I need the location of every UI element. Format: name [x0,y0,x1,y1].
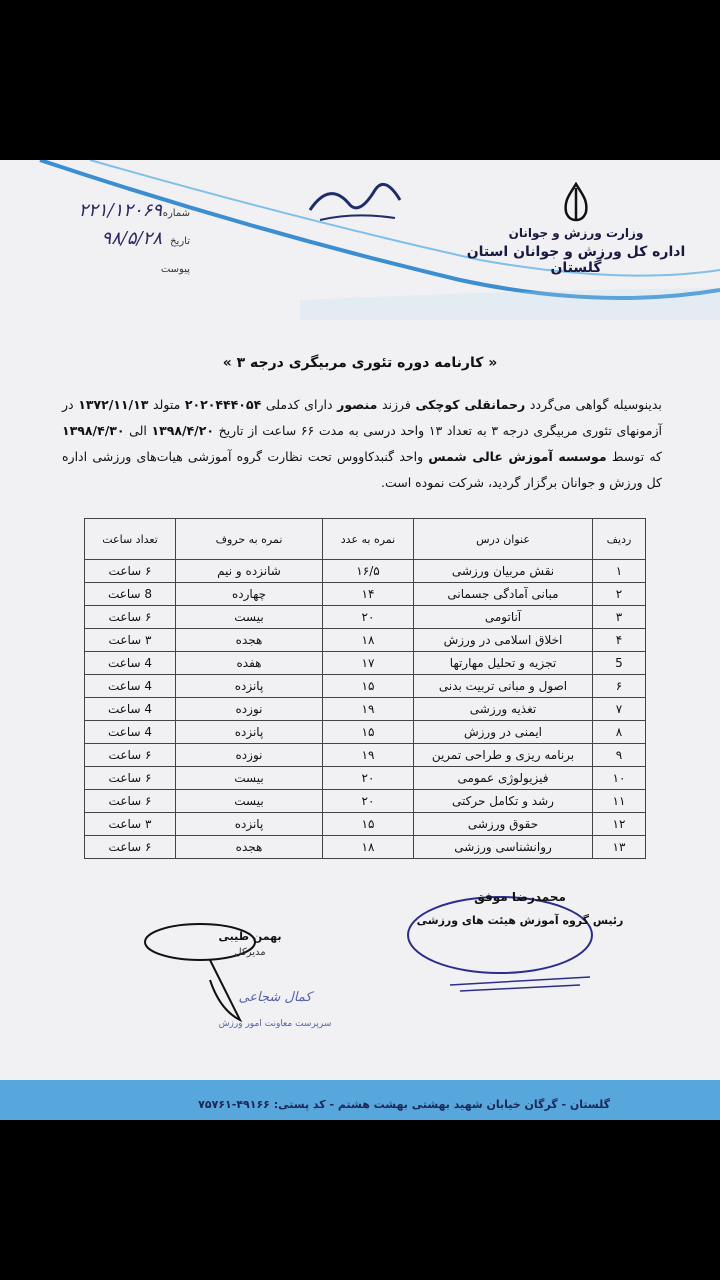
cell-grade-number: ۱۹ [323,744,414,767]
cell-grade-number: ۱۴ [323,583,414,606]
cell-hours: 4 ساعت [85,675,176,698]
cell-grade-words: بیست [176,606,323,629]
cell-grade-number: ۲۰ [323,606,414,629]
footer-address-bar [0,1080,720,1120]
cell-hours: 4 ساعت [85,698,176,721]
table-header-row [85,519,646,560]
cell-grade-number: ۱۸ [323,836,414,859]
number-value: ۲۲۱/۱۲۰۶۹ [78,200,162,221]
cell-row-number: ۹ [593,744,646,767]
stamp-block [205,990,345,1029]
cell-grade-number: ۲۰ [323,767,414,790]
cell-grade-words: بیست [176,790,323,813]
cell-course-title: تجزیه و تحلیل مهارتها [414,652,593,675]
cell-grade-number: ۱۵ [323,721,414,744]
grades-table [84,518,646,859]
cell-row-number: ۱۲ [593,813,646,836]
letter-metadata [30,200,190,284]
cell-row-number: ۷ [593,698,646,721]
start-date: ۱۳۹۸/۴/۲۰ [151,423,215,438]
table-row [85,813,646,836]
cell-course-title: اخلاق اسلامی در ورزش [414,629,593,652]
letter-number-row [30,200,190,228]
cell-row-number: ۶ [593,675,646,698]
cell-row-number: ۱۰ [593,767,646,790]
certificate-paragraph [62,392,662,496]
left-signer-name: بهمن طیبی [218,930,282,943]
cell-row-number: ۱۱ [593,790,646,813]
right-signer-name: محمدرضا موفق [474,890,566,904]
cell-course-title: تغذیه ورزشی [414,698,593,721]
letter-date-row [30,228,190,256]
date-label: تاریخ [170,236,190,247]
document-title: « کارنامه دوره تئوری مربیگری درجه ۳ » [222,355,498,371]
attachment-label: پیوست [160,264,190,275]
cell-grade-words: بیست [176,767,323,790]
cell-hours: ۶ ساعت [85,836,176,859]
cell-grade-number: ۱۷ [323,652,414,675]
cell-grade-words: پانزده [176,813,323,836]
cell-hours: ۳ ساعت [85,813,176,836]
stamp-name: کمال شجاعی [238,990,312,1005]
end-date: ۱۳۹۸/۴/۳۰ [62,423,125,438]
left-signature-block [150,930,350,958]
body-text-2: فرزند [381,397,411,412]
cell-grade-number: ۲۰ [323,790,414,813]
cell-course-title: آناتومی [414,606,593,629]
header-course-title: عنوان درس [414,519,593,560]
body-text-3: دارای کدملی [265,397,333,412]
cell-course-title: ایمنی در ورزش [414,721,593,744]
header-organization [446,180,706,276]
cell-grade-words: هجده [176,836,323,859]
cell-row-number: ۸ [593,721,646,744]
left-signer-role: مدیرکل [234,947,266,958]
document-page [0,160,720,1120]
table-row [85,698,646,721]
cell-row-number: ۲ [593,583,646,606]
cell-row-number: ۱ [593,560,646,583]
cell-grade-words: شانزده و نیم [176,560,323,583]
cell-hours: 4 ساعت [85,721,176,744]
cell-course-title: نقش مربیان ورزشی [414,560,593,583]
cell-grade-number: ۱۶/۵ [323,560,414,583]
stamp-role: سرپرست معاونت امور ورزش [218,1019,332,1029]
table-row [85,836,646,859]
cell-grade-words: نوزده [176,744,323,767]
body-text-4: متولد [153,397,181,412]
cell-grade-words: هجده [176,629,323,652]
body-text-5: در آزمونهای تئوری مربیگری درجه ۳ به تعداد ۱۳ واحد درسی به مدت ۶۶ ساعت از تاریخ [62,397,662,438]
table-row [85,675,646,698]
footer-address: گلستان - گرگان خیابان شهید بهشتی بهشت هشتم - کد پستی: ۴۹۱۶۶-۷۵۷۶۱ [198,1098,610,1111]
cell-course-title: روانشناسی ورزشی [414,836,593,859]
iran-emblem-icon [554,180,598,224]
body-text-8: واحد گنبدکاووس تحت نظارت گروه آموزشی هیات‌های ورزشی اداره کل ورزش و جوانان برگزار گردید، شرکت نموده است. [62,449,662,490]
ministry-name: وزارت ورزش و جوانان [508,226,644,240]
cell-hours: 4 ساعت [85,652,176,675]
cell-grade-number: ۱۸ [323,629,414,652]
national-id: ۲۰۲۰۴۴۴۰۵۴ [184,397,262,412]
cell-grade-number: ۱۵ [323,675,414,698]
cell-course-title: حقوق ورزشی [414,813,593,836]
father-name: منصور [337,397,378,412]
cell-course-title: فیزیولوژی عمومی [414,767,593,790]
cell-grade-words: چهارده [176,583,323,606]
cell-row-number: ۱۳ [593,836,646,859]
cell-course-title: مبانی آمادگی جسمانی [414,583,593,606]
cell-course-title: برنامه ریزی و طراحی تمرین [414,744,593,767]
body-text-1: بدینوسیله گواهی می‌گردد [529,397,662,412]
header-hours: تعداد ساعت [85,519,176,560]
cell-hours: ۳ ساعت [85,629,176,652]
cell-grade-words: هفده [176,652,323,675]
table-row [85,606,646,629]
organization-name: اداره کل ورزش و جوانان استان گلستان [466,244,686,276]
right-signature-block [410,890,630,927]
table-row [85,652,646,675]
institute-name: موسسه آموزش عالی شمس [428,449,607,464]
cell-course-title: اصول و مبانی تربیت بدنی [414,675,593,698]
table-row [85,583,646,606]
header-grade-words: نمره به حروف [176,519,323,560]
cell-hours: 8 ساعت [85,583,176,606]
cell-row-number: 5 [593,652,646,675]
header-row-number: ردیف [593,519,646,560]
birth-date: ۱۳۷۲/۱۱/۱۳ [78,397,149,412]
right-signer-role: رئیس گروه آموزش هیئت های ورزشی [416,914,624,927]
cell-hours: ۶ ساعت [85,767,176,790]
table-row [85,790,646,813]
header-grade-number: نمره به عدد [323,519,414,560]
cell-grade-words: پانزده [176,675,323,698]
table-row [85,560,646,583]
cell-hours: ۶ ساعت [85,606,176,629]
cell-grade-number: ۱۹ [323,698,414,721]
table-row [85,767,646,790]
date-value: ۹۸/۵/۲۸ [101,228,162,249]
cell-course-title: رشد و تکامل حرکتی [414,790,593,813]
table-row [85,629,646,652]
student-name: رحمانقلی کوچکی [415,397,526,412]
cell-grade-number: ۱۵ [323,813,414,836]
cell-row-number: ۴ [593,629,646,652]
cell-grade-words: پانزده [176,721,323,744]
table-row [85,744,646,767]
calligraphy-bismillah [300,170,410,230]
cell-hours: ۶ ساعت [85,560,176,583]
attachment-row [30,256,190,284]
body-text-6: الی [129,423,147,438]
cell-row-number: ۳ [593,606,646,629]
table-row [85,721,646,744]
body-text-7: که توسط [611,449,662,464]
cell-grade-words: نوزده [176,698,323,721]
number-label: شماره [162,208,190,219]
cell-hours: ۶ ساعت [85,790,176,813]
cell-hours: ۶ ساعت [85,744,176,767]
